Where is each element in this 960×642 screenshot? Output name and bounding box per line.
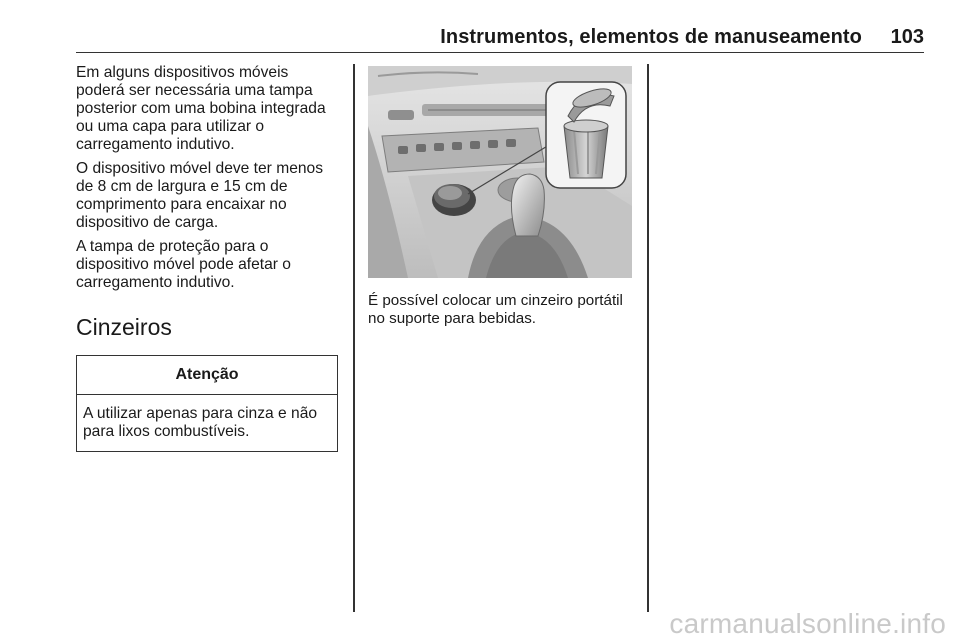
page-header: [76, 24, 924, 53]
attention-title: Atenção: [77, 356, 337, 395]
paragraph-device-size: O dispositivo móvel deve ter menos de 8 cm de largura e 15 cm de comprimento para encaixar no dispositivo de carga.: [76, 160, 324, 231]
left-column: [76, 64, 338, 452]
attention-box: [76, 355, 338, 452]
paragraph-cover-requirement: Em alguns dispositivos móveis poderá ser necessária uma tampa posterior com uma bobina integrada ou uma capa para utilizar o carregamento indutivo.: [76, 64, 326, 153]
header-title: Instrumentos, elementos de manuseamento: [440, 26, 862, 48]
section-heading: Cinzeiros: [76, 314, 172, 340]
ashtray-in-cupholder-drawing: [368, 66, 632, 278]
illustration-caption: É possível colocar um cinzeiro portátil no suporte para bebidas.: [368, 292, 623, 327]
ashtray-illustration: [368, 66, 632, 278]
watermark: carmanualsonline.info: [669, 608, 946, 639]
column-divider-right: [647, 64, 649, 612]
paragraph-protective-cover: A tampa de proteção para o dispositivo móvel pode afetar o carregamento indutivo.: [76, 238, 291, 291]
column-divider-left: [353, 64, 355, 612]
attention-text: A utilizar apenas para cinza e não para lixos combustíveis.: [83, 405, 318, 440]
page-number: 103: [890, 26, 924, 48]
